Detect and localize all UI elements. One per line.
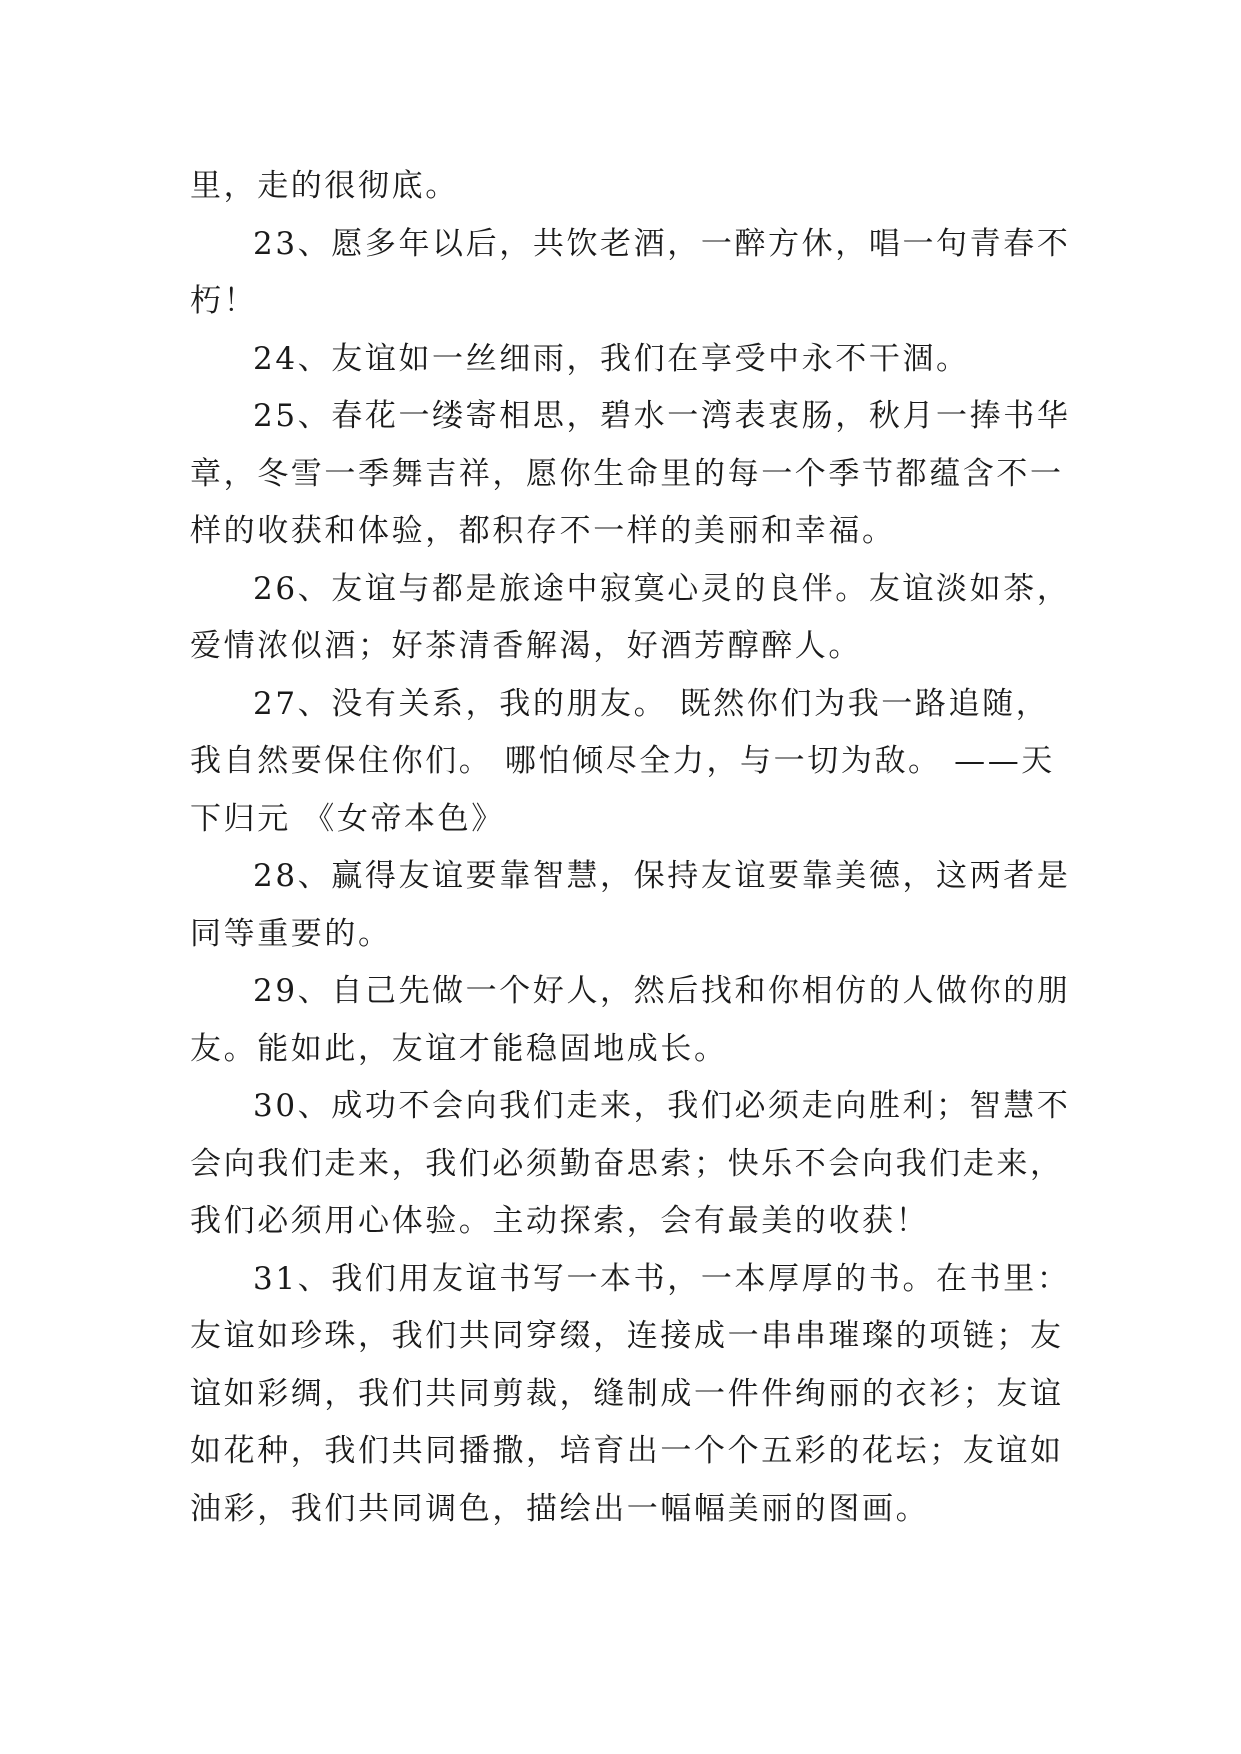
text-line: 30、成功不会向我们走来，我们必须走向胜利；智慧不 <box>253 1088 1071 1124</box>
text-line: 下归元 《女帝本色》 <box>190 800 505 837</box>
text-line: 样的收获和体验，都积存不一样的美丽和幸福。 <box>190 513 896 549</box>
text-line: 31、我们用友谊书写一本书，一本厚厚的书。在书里： <box>253 1260 1071 1297</box>
text-line: 里，走的很彻底。 <box>190 168 459 204</box>
text-line: 友。能如此，友谊才能稳固地成长。 <box>190 1030 728 1067</box>
text-line: 友谊如珍珠，我们共同穿缀，连接成一串串璀璨的项链；友 <box>190 1318 1064 1354</box>
text-line: 29、自己先做一个好人，然后找和你相仿的人做你的朋 <box>253 973 1071 1009</box>
text-line: 会向我们走来，我们必须勤奋思索；快乐不会向我们走来， <box>190 1145 1064 1182</box>
text-line: 油彩，我们共同调色，描绘出一幅幅美丽的图画。 <box>190 1490 930 1527</box>
text-line: 我自然要保住你们。 哪怕倾尽全力，与一切为敌。 ——天 <box>190 743 1055 779</box>
text-line: 24、友谊如一丝细雨，我们在享受中永不干涸。 <box>253 340 970 377</box>
text-line: 23、愿多年以后，共饮老酒，一醉方休，唱一句青春不 <box>253 225 1071 262</box>
document-text-body <box>190 158 1071 1538</box>
text-line: 如花种，我们共同播撒，培育出一个个五彩的花坛；友谊如 <box>190 1433 1064 1469</box>
text-line: 25、春花一缕寄相思，碧水一湾表衷肠，秋月一捧书华 <box>253 398 1071 434</box>
text-line: 27、没有关系，我的朋友。 既然你们为我一路追随， <box>253 685 1050 722</box>
text-line: 章，冬雪一季舞吉祥，愿你生命里的每一个季节都蕴含不一 <box>190 455 1064 492</box>
text-line: 朽！ <box>190 283 258 319</box>
text-line: 28、赢得友谊要靠智慧，保持友谊要靠美德，这两者是 <box>253 858 1071 894</box>
text-line: 我们必须用心体验。主动探索，会有最美的收获！ <box>190 1203 930 1239</box>
text-line: 爱情浓似酒；好茶清香解渴，好酒芳醇醉人。 <box>190 628 862 664</box>
text-line: 同等重要的。 <box>190 915 392 952</box>
text-line: 谊如彩绸，我们共同剪裁，缝制成一件件绚丽的衣衫；友谊 <box>190 1375 1064 1412</box>
text-line: 26、友谊与都是旅途中寂寞心灵的良伴。友谊淡如茶， <box>253 570 1071 607</box>
